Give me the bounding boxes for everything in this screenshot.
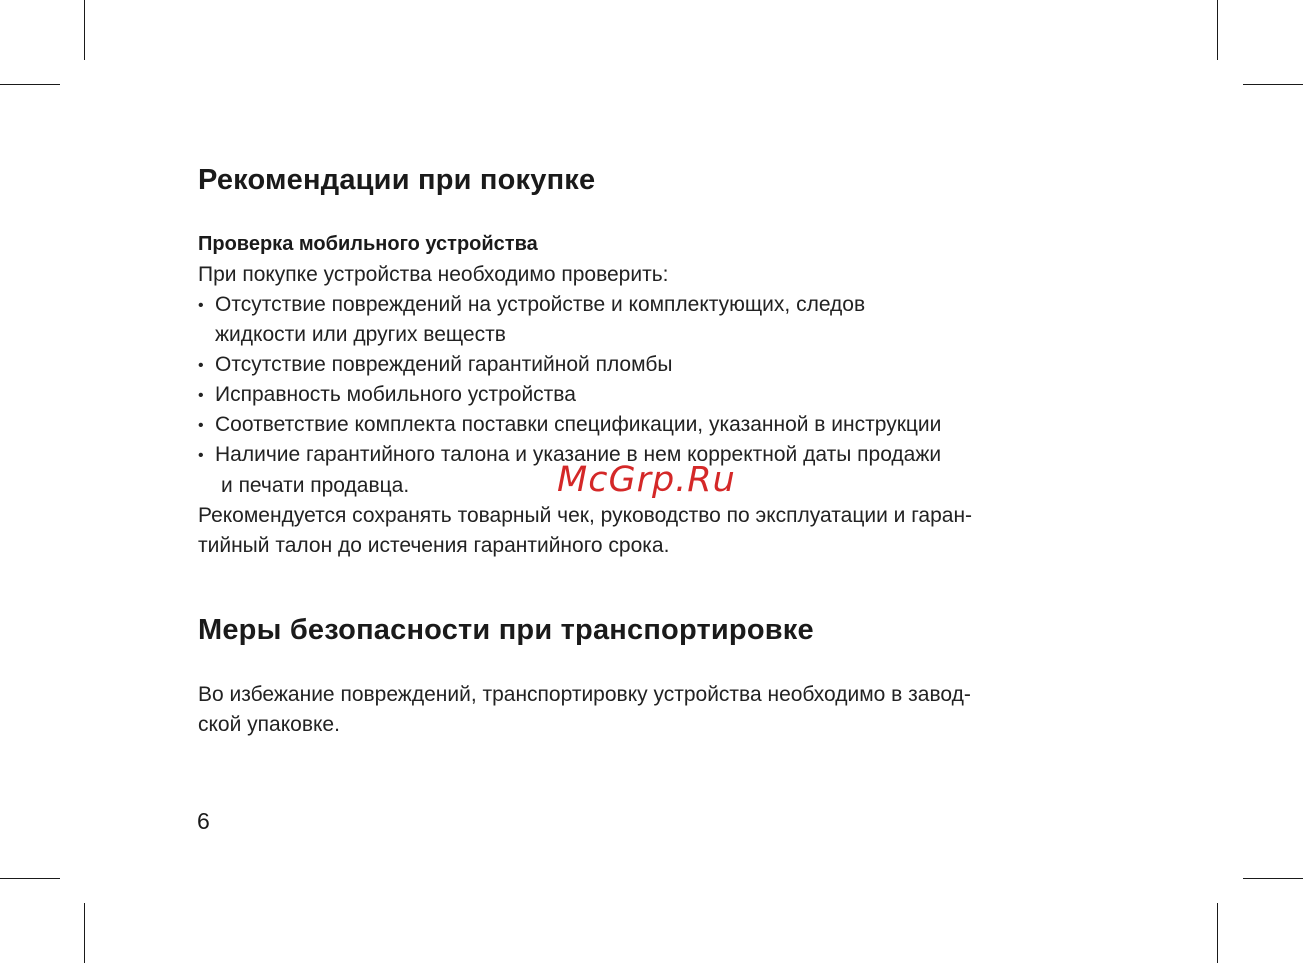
- bullet-text: Исправность мобильного устройства: [215, 383, 576, 406]
- bullet-continuation: жидкости или других веществ: [215, 323, 506, 346]
- crop-mark-bottom-right-vertical: [1217, 903, 1218, 963]
- bullet-icon: •: [198, 447, 204, 464]
- recommendation-note-line-1: Рекомендуется сохранять товарный чек, руководство по эксплуатации и гаран-: [198, 504, 973, 527]
- bullet-item: [198, 380, 576, 411]
- watermark-logo: McGrp.Ru: [557, 460, 736, 500]
- crop-mark-top-left-vertical: [84, 0, 85, 60]
- bullet-item: [198, 350, 672, 381]
- subheading-device-check: Проверка мобильного устройства: [198, 233, 538, 255]
- crop-mark-top-right-vertical: [1217, 0, 1218, 60]
- bullet-text: Отсутствие повреждений на устройстве и комплектующих, следов: [215, 293, 866, 316]
- bullet-text: Отсутствие повреждений гарантийной пломбы: [215, 353, 673, 376]
- bullet-icon: •: [198, 357, 204, 374]
- bullet-icon: •: [198, 387, 204, 404]
- crop-mark-top-left-horizontal: [0, 84, 60, 85]
- bullet-text: Наличие гарантийного талона и указание в нем корректной даты продажи: [215, 443, 942, 466]
- transport-text-line-2: ской упаковке.: [198, 713, 340, 736]
- bullet-icon: •: [198, 417, 204, 434]
- crop-mark-bottom-left-vertical: [84, 903, 85, 963]
- crop-mark-bottom-right-horizontal: [1243, 878, 1303, 879]
- bullet-continuation: и печати продавца.: [221, 474, 410, 497]
- recommendation-note-line-2: тийный талон до истечения гарантийного срока.: [198, 534, 670, 557]
- transport-text-line-1: Во избежание повреждений, транспортировку устройства необходимо в завод-: [198, 683, 971, 706]
- section-title-transport-safety: Меры безопасности при транспортировке: [198, 614, 814, 646]
- intro-text: При покупке устройства необходимо проверить:: [198, 263, 669, 286]
- page-number: 6: [197, 808, 210, 834]
- bullet-item: [198, 290, 865, 321]
- bullet-icon: •: [198, 297, 204, 314]
- section-title-purchase-recommendations: Рекомендации при покупке: [198, 164, 596, 196]
- crop-mark-top-right-horizontal: [1243, 84, 1303, 85]
- bullet-item: [198, 410, 941, 441]
- bullet-text: Соответствие комплекта поставки спецификации, указанной в инструкции: [215, 413, 942, 436]
- crop-mark-bottom-left-horizontal: [0, 878, 60, 879]
